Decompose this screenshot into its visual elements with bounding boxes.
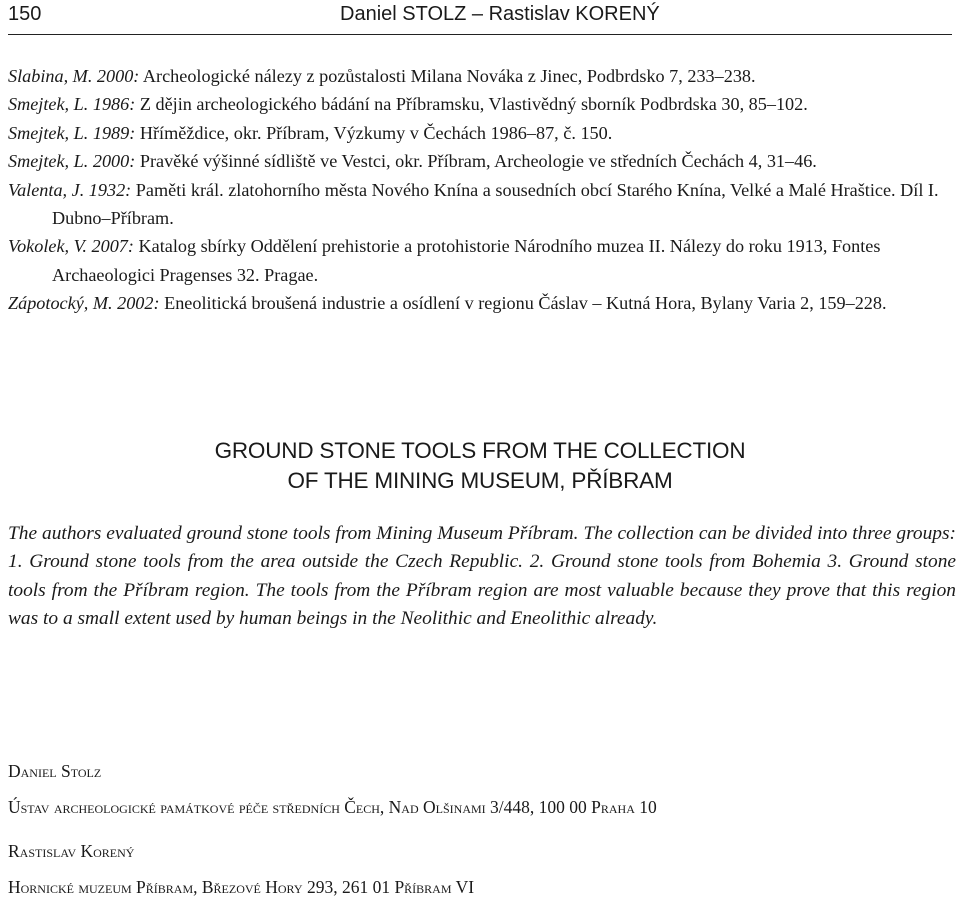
summary-abstract: The authors evaluated ground stone tools from Mining Museum Příbram. The collection can be divided into three groups: 1. Ground stone tools from the area outside the Czech Republic. 2. Ground stone tools from Bohemia 3. Ground stone tools from the Příbram region. The tools from the Příbram region are most valuable because they prove that this region was to a small extent used by human beings in the Neolithic and Eneolithic already. xyxy=(8,523,956,630)
running-title: Daniel STOLZ – Rastislav KORENÝ xyxy=(340,3,660,25)
reference-author: Valenta, J. 1932: xyxy=(8,179,132,200)
reference-author: Smejtek, L. 1989: xyxy=(8,122,136,143)
running-head xyxy=(8,0,952,35)
summary-title xyxy=(0,436,960,496)
reference-list xyxy=(8,62,956,318)
reference-item xyxy=(8,147,956,175)
reference-author: Slabina, M. 2000: xyxy=(8,66,140,86)
reference-text: Paměti král. zlatohorního města Nového Knína a sousedních obcí Starého Knína, Velké a Malé Hraštice. Díl I. Dubno–Příbram. xyxy=(52,179,939,229)
summary-title-line-2: OF THE MINING MUSEUM, PŘÍBRAM xyxy=(287,468,673,493)
reference-item xyxy=(8,232,956,289)
author-name: Rastislav Korený xyxy=(8,841,135,861)
reference-text: Hříměždice, okr. Příbram, Výzkumy v Čechách 1986–87, č. 150. xyxy=(135,122,613,143)
reference-item xyxy=(8,62,956,90)
reference-author: Zápotocký, M. 2002: xyxy=(8,293,160,314)
reference-item xyxy=(8,90,956,118)
reference-item xyxy=(8,119,956,147)
author-address xyxy=(8,758,948,830)
reference-text: Archeologické nálezy z pozůstalosti Milana Nováka z Jinec, Podbrdsko 7, 233–238. xyxy=(139,66,756,86)
reference-text: Katalog sbírky Oddělení prehistorie a protohistorie Národního muzea II. Nálezy do roku 1913, Fontes Archaeologici Pragenses 32. Pragae. xyxy=(52,236,881,285)
author-affiliation: Ústav archeologické památkové péče středních Čech, Nad Olšinami 3/448, 100 00 Praha 10 xyxy=(8,797,657,817)
reference-text: Z dějin archeologického bádání na Příbramsku, Vlastivědný sborník Podbrdska 30, 85–102. xyxy=(135,94,808,115)
author-name: Daniel Stolz xyxy=(8,761,102,781)
reference-author: Vokolek, V. 2007: xyxy=(8,236,134,257)
reference-item xyxy=(8,176,956,233)
summary-title-line-1: GROUND STONE TOOLS FROM THE COLLECTION xyxy=(214,438,746,463)
reference-text: Pravěké výšinné sídliště ve Vestci, okr. Příbram, Archeologie ve středních Čechách 4, 31–46. xyxy=(135,151,817,172)
reference-author: Smejtek, L. 2000: xyxy=(8,151,136,172)
reference-text: Eneolitická broušená industrie a osídlení v regionu Čáslav – Kutná Hora, Bylany Varia 2, 159–228. xyxy=(159,293,887,314)
author-affiliation: Hornické muzeum Příbram, Březové Hory 293, 261 01 Příbram VI xyxy=(8,877,475,897)
page-number: 150 xyxy=(8,3,42,25)
reference-author: Smejtek, L. 1986: xyxy=(8,94,136,115)
reference-item xyxy=(8,289,956,317)
author-address xyxy=(8,838,948,910)
